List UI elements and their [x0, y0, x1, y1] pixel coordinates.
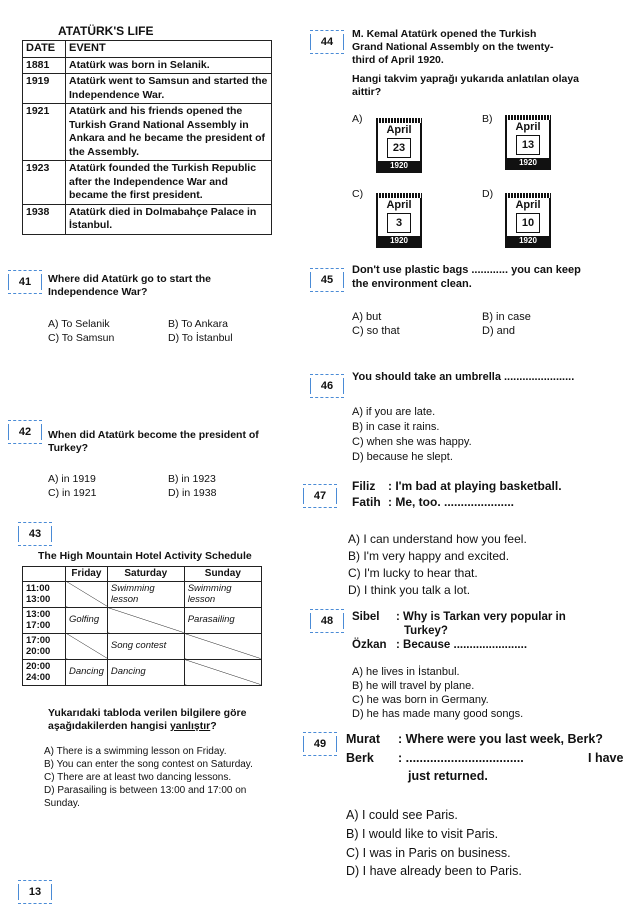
hotel-cell: Dancing — [107, 659, 184, 685]
q41-option-c[interactable]: C) To Samsun — [48, 332, 115, 344]
hotel-cell-empty — [184, 659, 261, 685]
q45-option-c[interactable]: C) so that — [352, 325, 400, 337]
hotel-cell: Swimming lesson — [107, 581, 184, 607]
life-header-event: EVENT — [66, 41, 272, 58]
q49-speaker-1: Murat — [346, 732, 381, 746]
q48-line-2: : Because ....................... — [396, 639, 528, 651]
life-header-date: DATE — [23, 41, 66, 58]
question-number: 41 — [8, 270, 42, 294]
q45-option-b[interactable]: B) in case — [482, 311, 531, 323]
hotel-header — [23, 567, 66, 582]
calendar-day: 3 — [387, 213, 411, 233]
q41-option-b[interactable]: B) To Ankara — [168, 318, 228, 330]
q49-option-a[interactable]: A) I could see Paris. — [346, 808, 458, 822]
q48-line-1-cont: Turkey? — [404, 625, 448, 637]
calendar-year: 1920 — [507, 236, 549, 246]
q43-option-a[interactable]: A) There is a swimming lesson on Friday. — [44, 746, 227, 757]
q44-option-c-label[interactable]: C) — [352, 188, 364, 200]
q46-option-b[interactable]: B) in case it rains. — [352, 421, 440, 433]
q41-option-d[interactable]: D) To İstanbul — [168, 332, 233, 344]
hotel-schedule-title: The High Mountain Hotel Activity Schedule — [38, 550, 252, 562]
hotel-cell: Parasailing — [184, 607, 261, 633]
calendar-month: April — [386, 124, 412, 136]
q47-option-c[interactable]: C) I'm lucky to hear that. — [348, 566, 478, 580]
q47-speaker-2: Fatih — [352, 495, 381, 509]
q42-option-d[interactable]: D) in 1938 — [168, 487, 217, 499]
calendar-day: 10 — [516, 213, 540, 233]
calendar-day: 23 — [387, 138, 411, 158]
question-number: 45 — [310, 268, 344, 292]
q45-option-d[interactable]: D) and — [482, 325, 516, 337]
q45-option-a[interactable]: A) but — [352, 311, 382, 323]
q47-line-1: : I'm bad at playing basketball. — [388, 479, 562, 493]
q41-text: Where did Atatürk go to start the Independence War? — [48, 273, 211, 298]
hotel-time: 11:00 13:00 — [23, 581, 66, 607]
q41-option-a[interactable]: A) To Selanik — [48, 318, 110, 330]
life-date: 1923 — [23, 161, 66, 205]
q43-question: Yukarıdaki tabloda verilen bilgilere göre aşağıdakilerden hangisi yanlıştır? — [48, 707, 247, 732]
hotel-schedule-table — [22, 566, 262, 686]
q44-option-a-label[interactable]: A) — [352, 113, 363, 125]
hotel-time: 20:00 24:00 — [23, 659, 66, 685]
q49-option-b[interactable]: B) I would like to visit Paris. — [346, 827, 499, 841]
life-date: 1938 — [23, 204, 66, 234]
calendar-icon-option-d[interactable] — [505, 196, 551, 248]
question-number: 42 — [8, 420, 42, 444]
hotel-cell: Dancing — [66, 659, 108, 685]
calendar-month: April — [515, 199, 541, 211]
calendar-year: 1920 — [378, 236, 420, 246]
q49-option-d[interactable]: D) I have already been to Paris. — [346, 864, 522, 878]
q42-option-b[interactable]: B) in 1923 — [168, 473, 216, 485]
q46-option-d[interactable]: D) because he slept. — [352, 451, 453, 463]
page-number: 13 — [18, 880, 52, 904]
q44-option-b-label[interactable]: B) — [482, 113, 493, 125]
q44-text: M. Kemal Atatürk opened the Turkish Grand National Assembly on the twenty-third of April 1920. — [352, 28, 554, 66]
q43-option-c[interactable]: C) There are at least two dancing lessons. — [44, 772, 232, 783]
calendar-month: April — [386, 199, 412, 211]
question-number: 47 — [303, 484, 337, 508]
q42-option-a[interactable]: A) in 1919 — [48, 473, 96, 485]
hotel-header: Friday — [66, 567, 108, 582]
calendar-month: April — [515, 121, 541, 133]
q47-option-d[interactable]: D) I think you talk a lot. — [348, 583, 471, 597]
life-date: 1881 — [23, 57, 66, 74]
q48-line-1: : Why is Tarkan very popular in — [396, 611, 566, 623]
hotel-header: Sunday — [184, 567, 261, 582]
life-title: ATATÜRK'S LIFE — [58, 24, 154, 38]
hotel-time: 17:00 20:00 — [23, 633, 66, 659]
hotel-header: Saturday — [107, 567, 184, 582]
hotel-cell: Song contest — [107, 633, 184, 659]
hotel-cell: Swimming lesson — [184, 581, 261, 607]
life-event: Atatürk was born in Selanik. — [66, 57, 272, 74]
q48-option-c[interactable]: C) he was born in Germany. — [352, 694, 489, 706]
q49-speaker-2: Berk — [346, 751, 374, 765]
question-number: 46 — [310, 374, 344, 398]
calendar-icon-option-c[interactable] — [376, 196, 422, 248]
calendar-year: 1920 — [378, 161, 420, 171]
life-event: Atatürk died in Dolmabahçe Palace in İstanbul. — [66, 204, 272, 234]
question-number: 44 — [310, 30, 344, 54]
q49-line-2-end: I have — [588, 751, 624, 765]
q48-option-b[interactable]: B) he will travel by plane. — [352, 680, 475, 692]
question-number: 48 — [310, 609, 344, 633]
calendar-icon-option-a[interactable] — [376, 121, 422, 173]
hotel-cell-empty — [184, 633, 261, 659]
q49-line-2-cont: just returned. — [408, 769, 488, 783]
calendar-year: 1920 — [507, 158, 549, 168]
life-date: 1919 — [23, 74, 66, 104]
life-event: Atatürk went to Samsun and started the Independence War. — [66, 74, 272, 104]
life-event: Atatürk founded the Turkish Republic after the Independence War and became the first president. — [66, 161, 272, 205]
q49-option-c[interactable]: C) I was in Paris on business. — [346, 846, 511, 860]
q44-option-d-label[interactable]: D) — [482, 188, 494, 200]
q48-option-a[interactable]: A) he lives in İstanbul. — [352, 666, 460, 678]
q47-speaker-1: Filiz — [352, 479, 376, 493]
hotel-cell: Golfing — [66, 607, 108, 633]
q45-text: Don't use plastic bags ............ you can keep the environment clean. — [352, 264, 581, 290]
q48-speaker-1: Sibel — [352, 611, 380, 623]
question-number: 43 — [18, 522, 52, 546]
q47-line-2: : Me, too. ..................... — [388, 495, 515, 509]
q42-text: When did Atatürk become the president of Turkey? — [48, 429, 259, 454]
q43-option-b[interactable]: B) You can enter the song contest on Saturday. — [44, 759, 253, 770]
calendar-day: 13 — [516, 135, 540, 155]
life-table — [22, 40, 272, 235]
question-number: 49 — [303, 732, 337, 756]
q44-question: Hangi takvim yaprağı yukarıda anlatılan olaya aittir? — [352, 73, 580, 98]
q46-option-a[interactable]: A) if you are late. — [352, 406, 436, 418]
q43-option-d[interactable]: D) Parasailing is between 13:00 and 17:00 on Sunday. — [44, 785, 247, 809]
hotel-cell-empty — [66, 633, 108, 659]
calendar-icon-option-b[interactable] — [505, 118, 551, 170]
q47-option-b[interactable]: B) I'm very happy and excited. — [348, 549, 510, 563]
hotel-cell-empty — [66, 581, 108, 607]
hotel-cell-empty — [107, 607, 184, 633]
life-date: 1921 — [23, 104, 66, 161]
q48-option-d[interactable]: D) he has made many good songs. — [352, 708, 524, 720]
q46-option-c[interactable]: C) when she was happy. — [352, 436, 472, 448]
q46-text: You should take an umbrella ....................... — [352, 371, 575, 383]
q49-line-2: : .................................. — [398, 751, 524, 765]
q49-line-1: : Where were you last week, Berk? — [398, 732, 603, 746]
q47-option-a[interactable]: A) I can understand how you feel. — [348, 532, 527, 546]
q48-speaker-2: Özkan — [352, 639, 387, 651]
q42-option-c[interactable]: C) in 1921 — [48, 487, 97, 499]
hotel-time: 13:00 17:00 — [23, 607, 66, 633]
life-event: Atatürk and his friends opened the Turkish Grand National Assembly in Ankara and he became the president of the Assembly. — [66, 104, 272, 161]
